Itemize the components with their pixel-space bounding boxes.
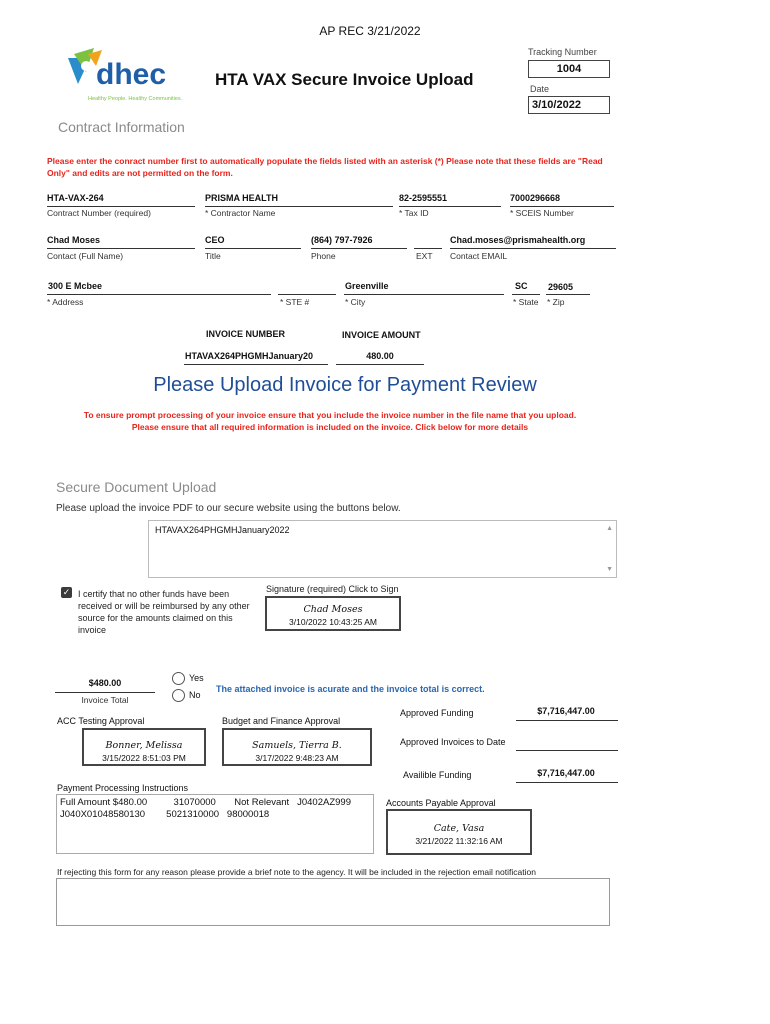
tax-id-label: * Tax ID [399,208,429,218]
ste-label: * STE # [280,297,310,307]
state-field[interactable]: SC [515,281,528,291]
contract-section-title: Contract Information [58,119,185,135]
email-label: Contact EMAIL [450,251,508,261]
acc-approval-label: ACC Testing Approval [57,716,145,726]
contract-number-field[interactable]: HTA-VAX-264 [47,193,104,203]
address-field[interactable]: 300 E Mcbee [48,281,103,291]
scroll-up-icon[interactable]: ▲ [606,525,613,532]
rejection-label: If rejecting this form for any reason please provide a brief note to the agency. It will be included in the rejection email notification [57,867,536,877]
date-label: Date [530,84,550,94]
logo-text: dhec [96,58,167,91]
tax-id-field[interactable]: 82-2595551 [399,193,448,203]
budget-approval-box[interactable] [222,728,372,766]
certify-signed-at: 3/10/2022 10:43:25 AM [289,617,377,627]
upload-notice-1: To ensure prompt processing of your invoice ensure that you include the invoice number in the file name that you upload. [83,410,577,420]
page-title: HTA VAX Secure Invoice Upload [215,70,474,89]
no-radio[interactable] [172,689,185,702]
date-field[interactable]: 3/10/2022 [528,96,610,114]
budget-date: 3/17/2022 9:48:23 AM [255,753,339,763]
uploaded-file-name[interactable]: HTAVAX264PHGMHJanuary2022 [155,525,290,535]
rejection-note-textarea[interactable] [56,878,610,926]
invoice-total-label: Invoice Total [81,695,129,705]
available-funding-value[interactable]: $7,716,447.00 [537,768,595,778]
upload-heading: Please Upload Invoice for Payment Review [153,374,537,396]
contract-notice: Please enter the conract number first to automatically populate the fields listed with an asterisk (*) Please note that these fields are "Read Only" and edits are not permitted on the form. [47,156,603,178]
phone-label: Phone [311,251,336,261]
ppi-line-2: J040X01048580130 5021310000 98000018 [60,809,270,820]
phone-field[interactable]: (864) 797-7926 [311,235,373,245]
yes-radio[interactable] [172,672,185,685]
invoice-number-field[interactable]: HTAVAX264PHGMHJanuary20 [185,351,314,361]
acc-approval-box[interactable] [82,728,206,766]
ppi-textarea[interactable] [56,794,374,854]
contractor-name-label: * Contractor Name [205,208,276,218]
approved-invoices-label: Approved Invoices to Date [400,737,506,747]
acc-signer: Bonner, Melissa [105,740,183,751]
approved-funding-label: Approved Funding [400,708,474,718]
ap-signer: Cate, Vasa [433,823,485,834]
invoice-amount-field[interactable]: 480.00 [366,351,394,361]
ap-date: 3/21/2022 11:32:16 AM [415,836,503,846]
sceis-field[interactable]: 7000296668 [510,193,561,203]
budget-approval-label: Budget and Finance Approval [222,716,341,726]
acc-date: 3/15/2022 8:51:03 PM [102,753,186,763]
certify-checkbox[interactable]: ✓ [62,587,71,597]
certify-signature-box[interactable] [265,596,401,631]
approved-funding-value[interactable]: $7,716,447.00 [537,706,595,716]
tracking-label: Tracking Number [528,47,597,57]
ppi-line-1: Full Amount $480.00 31070000 Not Relevant J0402AZ999 [60,797,351,808]
invoice-amount-label: INVOICE AMOUNT [342,330,421,340]
state-label: * State [513,297,539,307]
contract-number-label: Contract Number (required) [47,208,151,218]
zip-field[interactable]: 29605 [548,282,574,292]
signature-label: Signature (required) Click to Sign [266,584,399,594]
title-label: Title [205,251,221,261]
email-field[interactable]: Chad.moses@prismahealth.org [450,235,586,245]
upload-notice-2: Please ensure that all required information is included on the invoice. Click below for more details [131,422,529,432]
invoice-total-value[interactable]: $480.00 [88,678,122,688]
ap-approval-box[interactable] [386,809,532,855]
certify-signer: Chad Moses [303,604,363,615]
scroll-down-icon[interactable]: ▼ [606,566,613,573]
yes-label: Yes [189,673,204,683]
contact-field[interactable]: Chad Moses [47,235,101,245]
address-label: * Address [47,297,84,307]
zip-label: * Zip [547,297,565,307]
contractor-name-field[interactable]: PRISMA HEALTH [205,193,278,203]
city-label: * City [345,297,366,307]
no-label: No [189,690,201,700]
ppi-label: Payment Processing Instructions [57,783,189,793]
upload-file-list[interactable] [148,520,617,578]
certify-text: I certify that no other funds have been received or will be reimbursed by any other source for the amounts claimed on this invoice [78,589,250,635]
ext-label: EXT [416,251,433,261]
invoice-statement: The attached invoice is acurate and the invoice total is correct. [216,684,485,694]
top-stamp: AP REC 3/21/2022 [319,24,421,38]
sceis-label: * SCEIS Number [510,208,574,218]
title-field[interactable]: CEO [205,235,225,245]
upload-instructions: Please upload the invoice PDF to our secure website using the buttons below. [56,503,401,514]
ap-approval-label: Accounts Payable Approval [386,798,496,808]
logo-tagline: Healthy People. Healthy Communities. [88,96,183,102]
available-funding-label: Availible Funding [403,770,472,780]
budget-signer: Samuels, Tierra B. [252,740,342,751]
invoice-number-label: INVOICE NUMBER [206,329,286,339]
tracking-number: 1004 [528,60,610,78]
upload-section-title: Secure Document Upload [56,479,217,495]
dhec-logo [60,44,198,108]
contact-label: Contact (Full Name) [47,251,124,261]
city-field[interactable]: Greenville [345,281,389,291]
